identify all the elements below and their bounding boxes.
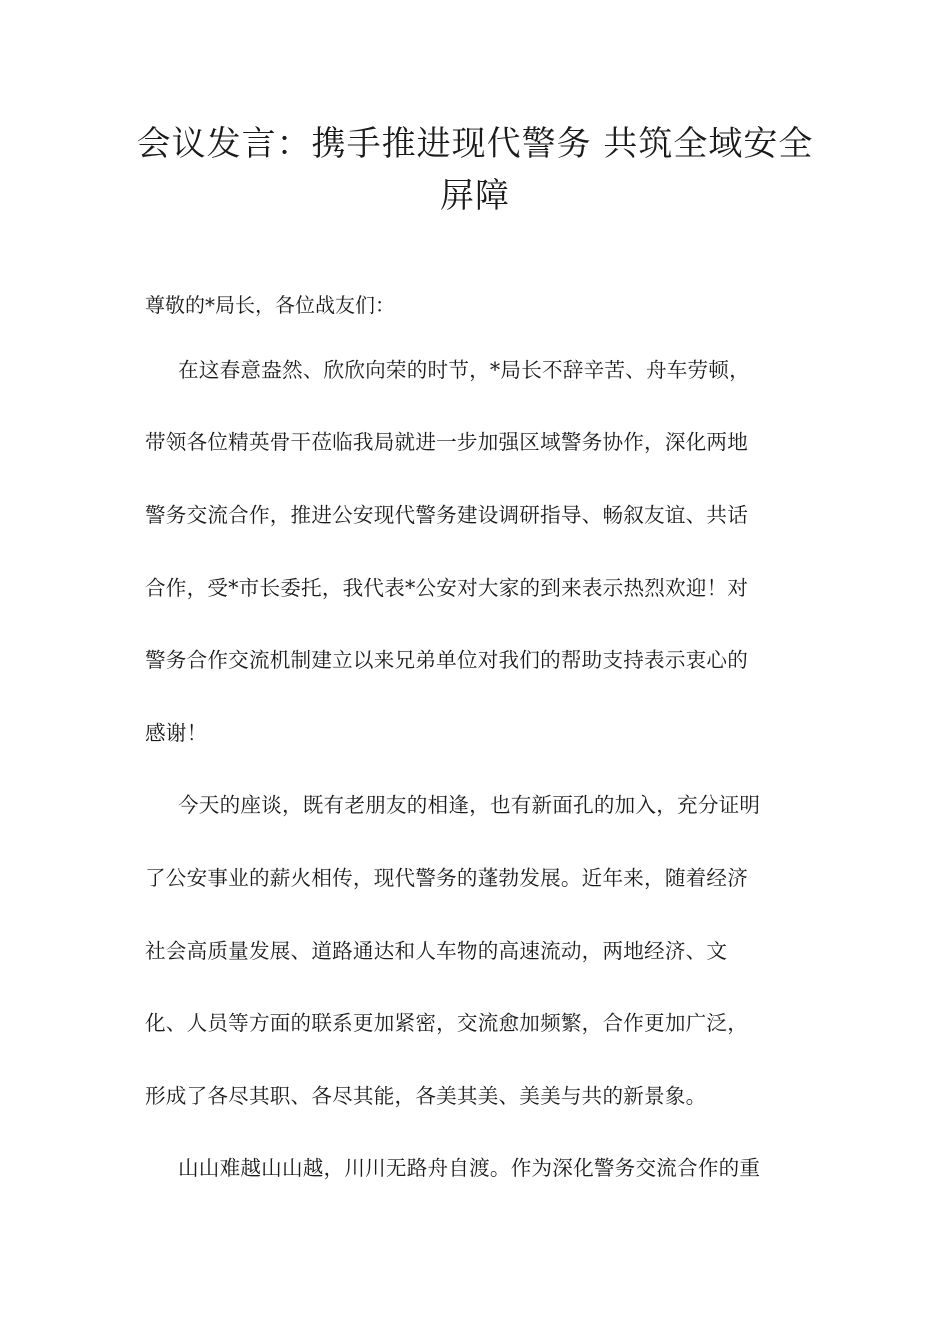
paragraph-2-line-5: 形成了各尽其职、各尽其能，各美其美、美美与共的新景象。 [145,1084,707,1108]
paragraph-2-line-4: 化、人员等方面的联系更加紧密，交流愈加频繁，合作更加广泛， [145,1011,749,1035]
paragraph-1-line-3: 警务交流合作，推进公安现代警务建设调研指导、畅叙友谊、共话 [145,503,749,527]
paragraph-2-line-3: 社会高质量发展、道路通达和人车物的高速流动，两地经济、文 [145,939,728,963]
salutation: 尊敬的*局长，各位战友们： [145,293,395,317]
paragraph-3-line-1: 山山难越山山越，川川无路舟自渡。作为深化警务交流合作的重 [178,1156,761,1180]
paragraph-1-line-5: 警务合作交流机制建立以来兄弟单位对我们的帮助支持表示衷心的 [145,648,749,672]
paragraph-2-line-2: 了公安事业的薪火相传，现代警务的蓬勃发展。近年来，随着经济 [145,866,749,890]
paragraph-1-line-4: 合作，受*市长委托，我代表*公安对大家的到来表示热烈欢迎！对 [145,576,749,600]
paragraph-1-line-1: 在这春意盎然、欣欣向荣的时节，*局长不辞辛苦、舟车劳顿， [178,358,750,382]
paragraph-1-line-2: 带领各位精英骨干莅临我局就进一步加强区域警务协作，深化两地 [145,430,749,454]
document-title: 会议发言：携手推进现代警务 共筑全域安全屏障 [136,124,814,216]
paragraph-1-line-6: 感谢！ [145,721,208,745]
paragraph-2-line-1: 今天的座谈，既有老朋友的相逢，也有新面孔的加入，充分证明 [178,793,761,817]
